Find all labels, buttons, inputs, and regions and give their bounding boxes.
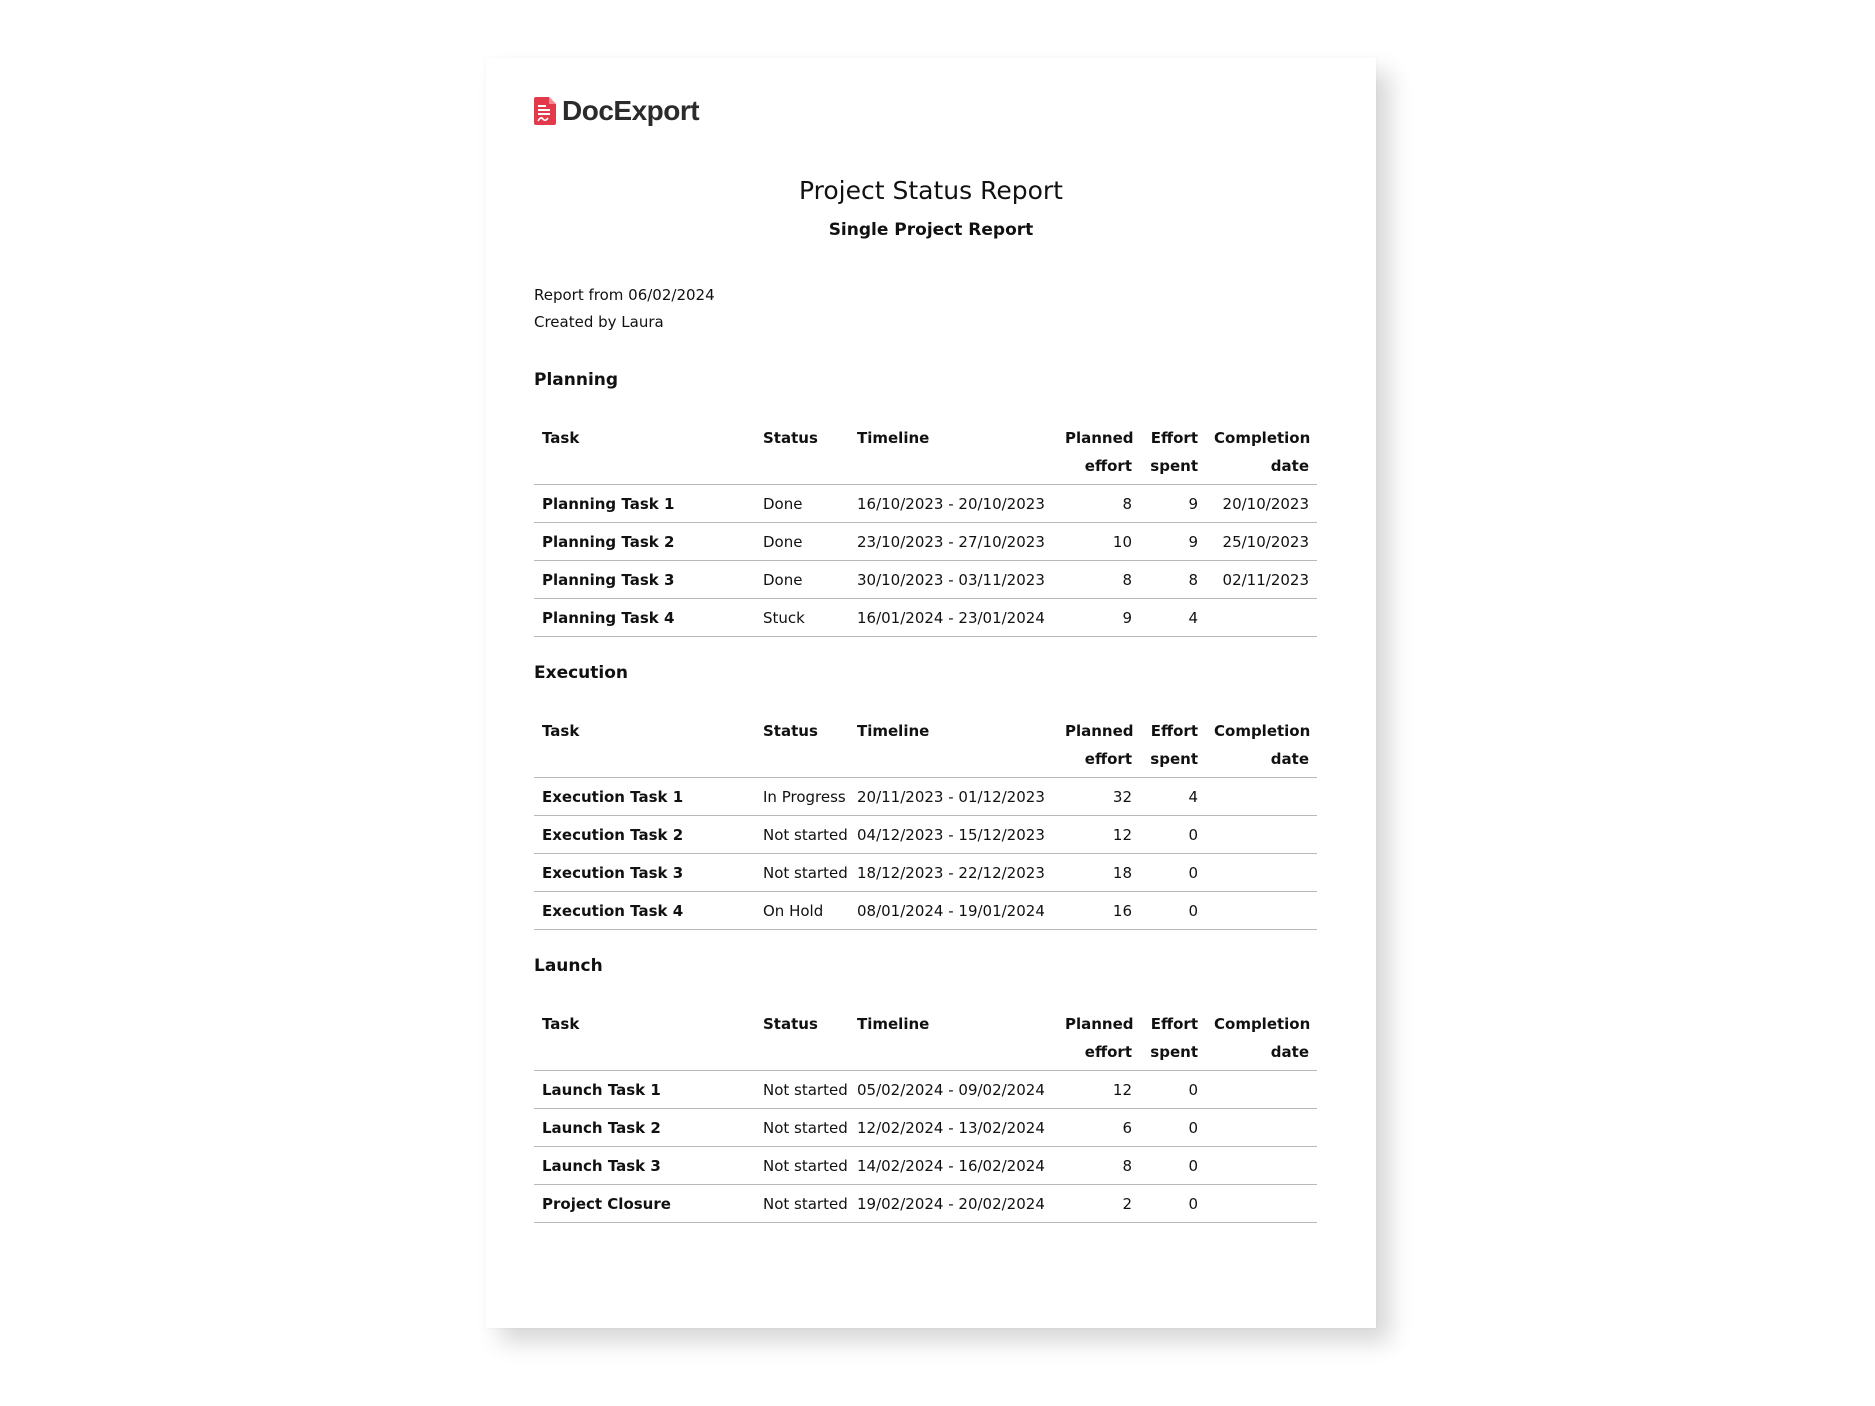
header-effort-spent [1140,416,1206,485]
task-status: Not started [755,854,849,892]
task-name: Execution Task 1 [534,778,755,816]
header-effort-spent [1140,709,1206,778]
task-timeline: 30/10/2023 - 03/11/2023 [849,561,1057,599]
header-timeline: Timeline [849,1002,1057,1071]
table-row [534,854,1317,892]
task-planned-effort: 2 [1057,1185,1140,1223]
task-status: Not started [755,1109,849,1147]
task-effort-spent: 9 [1140,523,1206,561]
header-completion-line1: Completion [1214,1015,1311,1033]
header-task: Task [534,416,755,485]
task-completion-date [1206,854,1317,892]
header-completion-line1: Completion [1214,722,1311,740]
header-effort-line2: spent [1150,750,1198,768]
task-planned-effort: 9 [1057,599,1140,637]
table-row [534,599,1317,637]
task-planned-effort: 12 [1057,1071,1140,1109]
task-planned-effort: 32 [1057,778,1140,816]
table-row [534,816,1317,854]
header-status: Status [755,416,849,485]
report-subtitle: Single Project Report [828,220,1034,240]
task-timeline: 16/01/2024 - 23/01/2024 [849,599,1057,637]
task-timeline: 14/02/2024 - 16/02/2024 [849,1147,1057,1185]
header-timeline: Timeline [849,416,1057,485]
task-planned-effort: 18 [1057,854,1140,892]
task-timeline: 23/10/2023 - 27/10/2023 [849,523,1057,561]
task-completion-date [1206,1071,1317,1109]
header-planned-line1: Planned [1065,1015,1134,1033]
task-timeline: 08/01/2024 - 19/01/2024 [849,892,1057,930]
task-status: Done [755,561,849,599]
table-row [534,1147,1317,1185]
task-planned-effort: 8 [1057,485,1140,523]
report-title: Project Status Report [799,176,1063,205]
document-logo-icon [534,97,556,125]
task-timeline: 18/12/2023 - 22/12/2023 [849,854,1057,892]
table-row [534,561,1317,599]
task-effort-spent: 9 [1140,485,1206,523]
task-planned-effort: 6 [1057,1109,1140,1147]
header-planned-effort [1057,1002,1140,1071]
task-planned-effort: 10 [1057,523,1140,561]
task-name: Planning Task 3 [534,561,755,599]
header-completion-date [1206,416,1317,485]
table-header-row [534,1002,1317,1071]
table-row [534,1071,1317,1109]
report-meta [534,282,715,336]
task-completion-date [1206,1147,1317,1185]
task-timeline: 05/02/2024 - 09/02/2024 [849,1071,1057,1109]
task-name: Launch Task 3 [534,1147,755,1185]
section-title: Launch [534,956,603,976]
header-task: Task [534,1002,755,1071]
task-name: Execution Task 3 [534,854,755,892]
table-row [534,892,1317,930]
task-completion-date [1206,1109,1317,1147]
task-effort-spent: 0 [1140,816,1206,854]
task-effort-spent: 0 [1140,854,1206,892]
task-completion-date: 02/11/2023 [1206,561,1317,599]
task-timeline: 16/10/2023 - 20/10/2023 [849,485,1057,523]
task-name: Project Closure [534,1185,755,1223]
header-planned-line2: effort [1084,1043,1132,1061]
task-completion-date: 20/10/2023 [1206,485,1317,523]
header-planned-line1: Planned [1065,722,1134,740]
task-table [534,1002,1317,1223]
task-effort-spent: 4 [1140,778,1206,816]
report-page [486,58,1376,1328]
header-status: Status [755,709,849,778]
header-planned-effort [1057,416,1140,485]
task-effort-spent: 0 [1140,1109,1206,1147]
header-effort-line2: spent [1150,457,1198,475]
task-timeline: 20/11/2023 - 01/12/2023 [849,778,1057,816]
task-status: Done [755,485,849,523]
task-name: Planning Task 2 [534,523,755,561]
brand-logo [534,95,699,127]
task-effort-spent: 0 [1140,1147,1206,1185]
header-effort-line1: Effort [1150,722,1198,740]
header-completion-line2: date [1270,457,1309,475]
header-task: Task [534,709,755,778]
report-author: Created by Laura [534,313,664,331]
task-name: Execution Task 2 [534,816,755,854]
task-planned-effort: 8 [1057,561,1140,599]
section-title: Planning [534,370,619,390]
header-completion-line2: date [1270,750,1309,768]
task-completion-date: 25/10/2023 [1206,523,1317,561]
task-timeline: 12/02/2024 - 13/02/2024 [849,1109,1057,1147]
task-status: On Hold [755,892,849,930]
section-title: Execution [534,663,629,683]
task-planned-effort: 12 [1057,816,1140,854]
task-name: Launch Task 1 [534,1071,755,1109]
task-name: Launch Task 2 [534,1109,755,1147]
task-table [534,416,1317,637]
report-date: Report from 06/02/2024 [534,286,715,304]
table-row [534,1109,1317,1147]
task-effort-spent: 4 [1140,599,1206,637]
header-completion-date [1206,1002,1317,1071]
task-name: Planning Task 4 [534,599,755,637]
task-effort-spent: 0 [1140,1071,1206,1109]
task-status: Done [755,523,849,561]
section-execution [534,661,1317,930]
task-completion-date [1206,1185,1317,1223]
table-row [534,485,1317,523]
header-effort-spent [1140,1002,1206,1071]
task-completion-date [1206,599,1317,637]
table-row [534,778,1317,816]
task-effort-spent: 8 [1140,561,1206,599]
table-header-row [534,709,1317,778]
header-completion-line2: date [1270,1043,1309,1061]
header-effort-line1: Effort [1150,1015,1198,1033]
task-table [534,709,1317,930]
table-row [534,1185,1317,1223]
task-timeline: 19/02/2024 - 20/02/2024 [849,1185,1057,1223]
task-planned-effort: 16 [1057,892,1140,930]
task-completion-date [1206,892,1317,930]
task-status: Not started [755,1147,849,1185]
task-timeline: 04/12/2023 - 15/12/2023 [849,816,1057,854]
task-status: Not started [755,816,849,854]
task-completion-date [1206,778,1317,816]
task-name: Execution Task 4 [534,892,755,930]
table-row [534,523,1317,561]
task-effort-spent: 0 [1140,892,1206,930]
header-status: Status [755,1002,849,1071]
task-effort-spent: 0 [1140,1185,1206,1223]
brand-name: DocExport [562,95,700,126]
header-planned-line2: effort [1084,750,1132,768]
task-status: Not started [755,1185,849,1223]
task-status: Stuck [755,599,849,637]
task-status: In Progress [755,778,849,816]
header-completion-date [1206,709,1317,778]
header-planned-line1: Planned [1065,429,1134,447]
table-header-row [534,416,1317,485]
task-name: Planning Task 1 [534,485,755,523]
header-planned-effort [1057,709,1140,778]
header-timeline: Timeline [849,709,1057,778]
task-completion-date [1206,816,1317,854]
task-planned-effort: 8 [1057,1147,1140,1185]
header-planned-line2: effort [1084,457,1132,475]
header-completion-line1: Completion [1214,429,1311,447]
header-effort-line1: Effort [1150,429,1198,447]
section-launch [534,954,1317,1223]
task-status: Not started [755,1071,849,1109]
header-effort-line2: spent [1150,1043,1198,1061]
section-planning [534,368,1317,637]
